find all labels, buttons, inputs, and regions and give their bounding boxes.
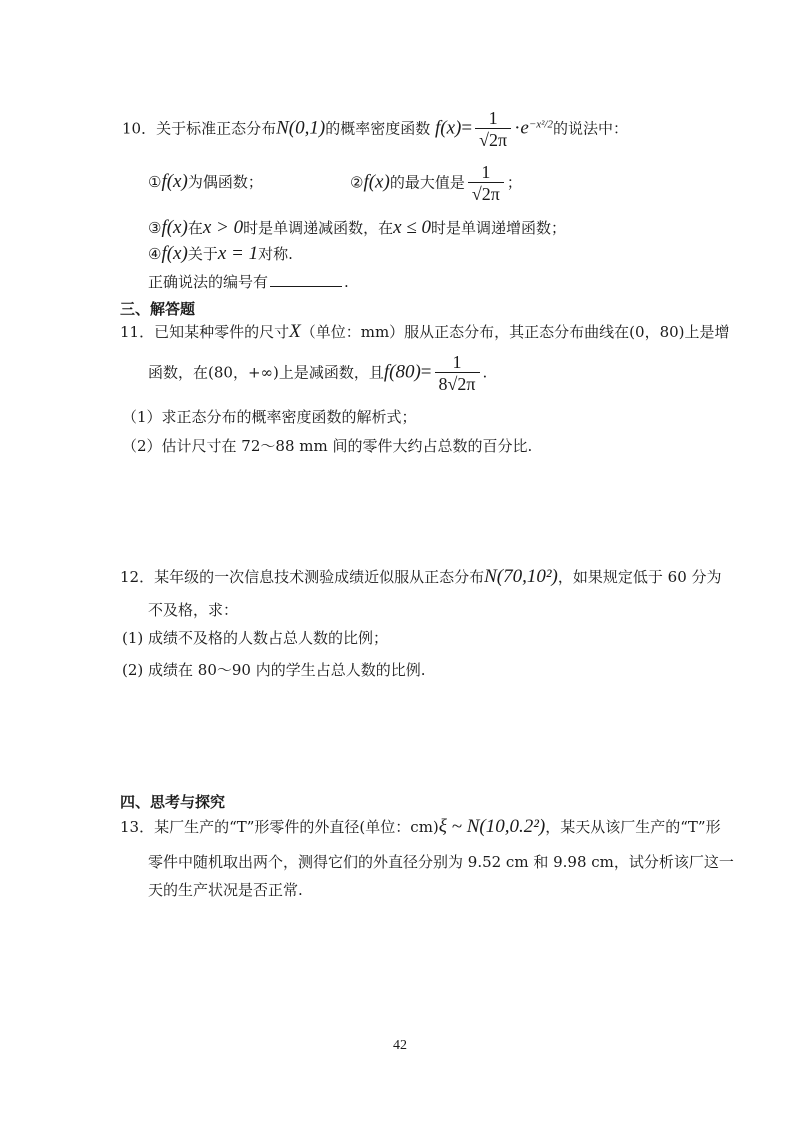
- q12-number: 12．: [120, 568, 155, 586]
- q11-part-2: （2）估计尺寸在 72～88 mm 间的零件大约占总数的百分比.: [122, 437, 533, 455]
- q10-opt3-a: 在: [187, 219, 203, 237]
- q10-option-1: [148, 172, 263, 192]
- q10-opt2-fraction: [468, 162, 504, 205]
- q10-frac-num: 1: [488, 108, 498, 128]
- q12-distribution: N(70,10²): [484, 566, 558, 587]
- q10-stem: [122, 108, 628, 151]
- q11-line-1: [120, 322, 730, 342]
- q10-opt2-marker: ②: [350, 173, 364, 192]
- q10-opt1-text: 为偶函数；: [187, 173, 263, 191]
- q10-answer-blank[interactable]: [270, 272, 342, 287]
- q10-stem-mid: 的概率密度函数: [325, 119, 431, 138]
- q13-line1-b: ，某天从该厂生产的“T”形: [545, 818, 721, 836]
- q10-opt3-cond2: x ≤ 0: [393, 217, 431, 238]
- q10-opt3-marker: ③: [148, 219, 162, 237]
- q10-opt2-den: √2π: [468, 182, 504, 205]
- q11-line-2: [148, 352, 487, 395]
- q12-line1-a: 某年级的一次信息技术测验成绩近似服从正态分布: [154, 568, 485, 586]
- q10-answer-prompt: 正确说法的编号有: [148, 273, 269, 291]
- q10-opt1-fx: f(x): [161, 171, 188, 192]
- q10-opt4-cond: x = 1: [217, 243, 259, 264]
- q10-opt3-c: 时是单调递增函数；: [431, 219, 567, 237]
- q10-opt2-end: ；: [506, 173, 522, 192]
- q12-line-1: [120, 567, 722, 587]
- q13-distribution: ξ ~ N(10,0.2²): [438, 816, 546, 837]
- q10-opt2-den-radicand: 2π: [481, 184, 500, 204]
- q11-var: X: [289, 321, 301, 342]
- q10-fraction: [475, 108, 511, 151]
- q13-number: 13．: [120, 818, 155, 836]
- q10-opt3-cond1: x > 0: [202, 217, 244, 238]
- q10-stem-post: 的说法中：: [553, 119, 629, 138]
- q10-opt4-b: 对称.: [258, 245, 293, 263]
- q10-stem-pre: 关于标准正态分布: [156, 119, 277, 138]
- section-4-title: 四、思考与探究: [120, 793, 226, 811]
- q10-answer-end: .: [344, 273, 349, 291]
- q10-answer-line: [148, 272, 349, 292]
- q10-opt2-fx: f(x): [363, 171, 390, 193]
- q10-fx: f(x): [434, 117, 462, 139]
- q10-opt4-fx: f(x): [161, 243, 188, 264]
- q10-frac-den: √2π: [475, 128, 511, 151]
- q10-option-3: [148, 218, 566, 238]
- q10-opt2-num: 1: [481, 162, 491, 182]
- q10-distribution: N(0,1): [276, 117, 326, 139]
- q11-line2-end: .: [482, 363, 488, 382]
- q10-opt3-b: 时是单调递减函数，在: [243, 219, 394, 237]
- q12-line1-b: ，如果规定低于 60 分为: [557, 568, 722, 586]
- q10-opt3-fx: f(x): [161, 217, 188, 238]
- q11-fraction: [435, 352, 480, 395]
- q10-opt4-a: 关于: [187, 245, 218, 263]
- q12-part-2: (2) 成绩在 80～90 内的学生占总人数的比例.: [122, 661, 426, 679]
- q11-f80: f(80): [383, 361, 421, 383]
- section-3-title: 三、解答题: [120, 300, 196, 318]
- q11-number: 11．: [120, 323, 155, 341]
- q11-frac-num: 1: [452, 352, 462, 372]
- q11-line1-a: 已知某种零件的尺寸: [154, 323, 290, 341]
- q13-line-2: 零件中随机取出两个，测得它们的外直径分别为 9.52 cm 和 9.98 cm，试分析该厂这一: [148, 853, 734, 871]
- q13-line-1: [120, 817, 721, 837]
- q10-option-2: [350, 162, 522, 205]
- q10-opt4-marker: ④: [148, 245, 162, 263]
- q10-number: 10．: [122, 119, 157, 138]
- q13-line1-a: 某厂生产的“T”形零件的外直径(单位：cm): [154, 818, 439, 836]
- q11-line2-a: 函数，在(80，+∞)上是减函数，且: [148, 363, 384, 382]
- q10-opt1-marker: ①: [148, 173, 162, 191]
- q12-part-1: (1) 成绩不及格的人数占总人数的比例；: [122, 629, 389, 647]
- q10-frac-den-radicand: 2π: [488, 130, 508, 150]
- q12-line-2: 不及格，求：: [148, 601, 239, 619]
- q10-option-4: [148, 244, 293, 264]
- q11-frac-den: 8√2π: [435, 372, 480, 395]
- q10-exponent: −x²/2: [528, 118, 553, 131]
- q11-eq: =: [420, 361, 432, 383]
- q10-eq: =: [461, 117, 473, 139]
- page-number: 42: [393, 1038, 407, 1053]
- q11-part-1: （1）求正态分布的概率密度函数的解析式；: [122, 408, 417, 426]
- q11-den-coef: 8: [438, 374, 448, 394]
- q11-den-radicand: 2π: [457, 374, 476, 394]
- q10-dot: ·: [514, 117, 521, 139]
- q10-e: e: [520, 117, 529, 139]
- q11-line1-b: （单位：mm）服从正态分布，其正态分布曲线在(0，80)上是增: [300, 323, 730, 341]
- q10-opt2-text: 的最大值是: [389, 173, 465, 192]
- q13-line-3: 天的生产状况是否正常.: [148, 881, 303, 899]
